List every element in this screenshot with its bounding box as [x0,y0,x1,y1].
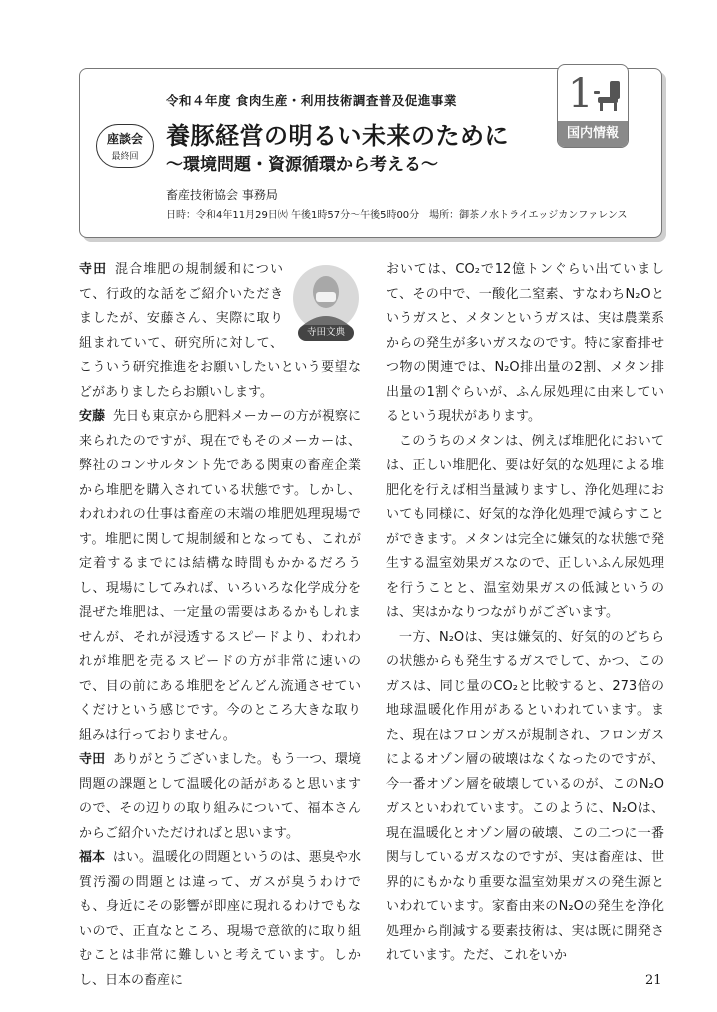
page-number: 21 [645,973,662,988]
tab-label: 国内情報 [558,121,628,147]
paragraph-text: はい。温暖化の問題というのは、悪臭や水質汚濁の問題とは違って、ガスが臭うわけでも、身近にその影響が即座に現れるわけでもないので、正直なところ、現場で意欲的に取り組むことは非常に難しいと考えています。しかし、日本の畜産に [79,850,361,988]
speaker-name: 寺田 [79,752,106,767]
roundtable-badge [96,124,154,168]
chair-icon [594,79,624,113]
project-name: 令和４年度 食肉生産・利用技術調査普及促進事業 [166,93,457,108]
organization: 畜産技術協会 事務局 [166,188,278,202]
tab-number: 1 [568,71,594,117]
paragraph-text: おいては、CO₂で12億トンぐらい出ていまして、その中で、一酸化二窒素、すなわちN₂Oというガスと、メタンというガスは、実は農業系からの発生が多いガスなのです。特に家畜排せつ物の関連では、N₂O排出量の2割、メタン排出量の1割ぐらいが、ふん尿処理に由来しているという現状があります。 [386,262,664,424]
paragraph-text: 先日も東京から肥料メーカーの方が視察に来られたのですが、現在でもそのメーカーは、弊社のコンサルタント先である関東の畜産企業から堆肥を購入されている状態です。しかし、われわれの仕事は畜産の末端の堆肥処理現場です。堆肥に関して規制緩和となっても、これが定着するまでには結構な時間もかかるだろうし、現場にしてみれば、いろいろな化学成分を混ぜた堆肥は、一定量の需要はあるかもしれませんが、それが浸透するスピードより、われわれが堆肥を売るスピードの方が非常に速いので、目の前にある堆肥をどんどん流通させていくだけという感じです。今のところ大きな取り組みは行っておりません。 [79,409,361,743]
paragraph [79,405,361,748]
page-subtitle: 〜環境問題・資源循環から考える〜 [166,155,438,175]
speaker-name: 安藤 [79,409,106,424]
section-tab [557,64,629,148]
paragraph [79,748,361,846]
page-title: 養豚経営の明るい未来のために [166,122,509,150]
speaker-name: 寺田 [79,262,108,277]
photo-caption: 寺田文典 [298,325,354,341]
badge-sub: 最終回 [111,152,139,162]
paragraph-text: 混合堆肥の規制緩和について、行政的な話をご紹介いただきましたが、安藤さん、実際に取り組まれていて、研究所に対して、こういう研究推進をお願いしたいという要望などがありましたらお願いします。 [79,262,361,400]
paragraph-text: このうちのメタンは、例えば堆肥化においては、正しい堆肥化、要は好気的な処理による堆肥化を行えば相当量減りますし、浄化処理においても同様に、好気的な浄化処理で減らすことができます。メタンは完全に嫌気的な状態で発生する温室効果ガスなので、正しいふん尿処理を行うことと、温室効果ガスの低減というのは、実はかなりつながりがございます。 [386,433,664,620]
speaker-name: 福本 [79,850,106,865]
paragraph-text: ありがとうございました。もう一つ、環境問題の課題として温暖化の話があると思いますので、その辺りの取り組みについて、福本さんからご紹介いただければと思います。 [79,752,361,841]
badge-main: 座談会 [106,132,143,146]
paragraph-text: 一方、N₂Oは、実は嫌気的、好気的のどちらの状態からも発生するガスでして、かつ、このガスは、同じ量のCO₂と比較すると、273倍の地球温暖化作用があるといわれています。また、現在はフロンガスが規制され、フロンガスによるオゾン層の破壊はなくなったのですが、今一番オゾン層を破壊しているのが、このN₂Oガスといわれています。このように、N₂Oは、現在温暖化とオゾン層の破壊、この二つに一番関与しているガスなのですが、実は畜産は、世界的にもかなり重要な温室効果ガスの発生源といわれています。家畜由来のN₂Oの発生を浄化処理から削減する要素技術は、実は既に開発されています。ただ、これをいか [386,629,664,963]
left-column [79,258,361,993]
right-column [386,258,664,969]
datetime-venue: 日時：令和4年11月29日㈫ 午後1時57分〜午後5時00分 場所：御茶ノ水トライエッジカンファレンス [166,210,628,221]
paragraph [79,846,361,993]
